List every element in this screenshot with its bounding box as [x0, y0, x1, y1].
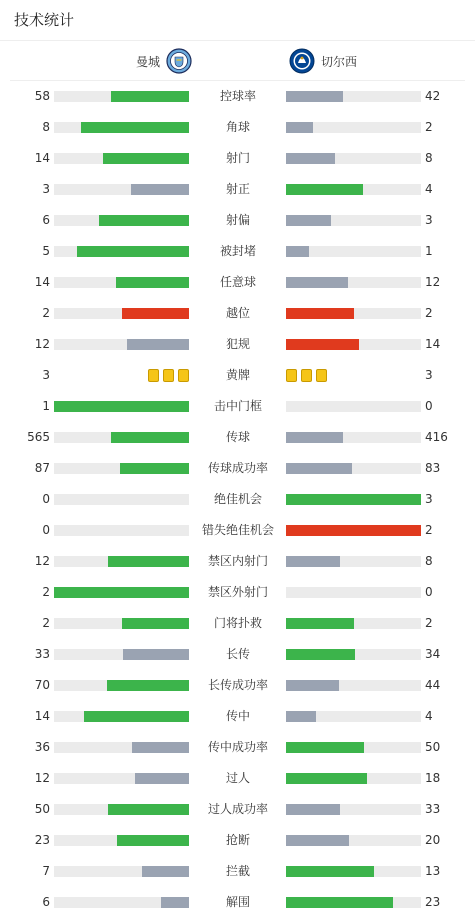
stat-row [0, 670, 475, 701]
away-value: 3 [425, 492, 433, 506]
stat-label: 过人成功率 [207, 802, 268, 816]
away-bar-fill [286, 277, 348, 288]
away-yellow-cards [286, 369, 327, 382]
stat-row [0, 825, 475, 856]
away-bar-track [286, 866, 421, 877]
home-bar-fill [142, 866, 189, 877]
stat-label: 控球率 [219, 89, 256, 103]
home-bar-track [54, 556, 189, 567]
away-bar-track [286, 525, 421, 536]
away-bar-track [286, 804, 421, 815]
away-value: 42 [425, 89, 441, 103]
away-bar-track [286, 835, 421, 846]
chelsea-crest-icon [289, 48, 315, 74]
home-bar-track [54, 773, 189, 784]
away-value: 3 [425, 213, 433, 227]
home-bar-fill [117, 835, 189, 846]
home-bar-track [54, 742, 189, 753]
away-value: 12 [425, 275, 441, 289]
away-bar-fill [286, 742, 364, 753]
stat-label: 射门 [225, 151, 250, 165]
home-value: 50 [34, 802, 50, 816]
away-bar-fill [286, 618, 354, 629]
home-bar-fill [54, 587, 189, 598]
yellow-card-icon [286, 369, 297, 382]
stat-label: 射偏 [225, 213, 250, 227]
home-bar-track [54, 401, 189, 412]
stat-row [0, 205, 475, 236]
stat-label: 被封堵 [219, 244, 256, 258]
away-team [289, 46, 475, 76]
stat-row [0, 763, 475, 794]
away-bar-track [286, 215, 421, 226]
away-bar-fill [286, 246, 309, 257]
home-value: 33 [34, 647, 50, 661]
away-bar-track [286, 339, 421, 350]
stat-label: 任意球 [219, 275, 256, 289]
stat-label: 过人 [225, 771, 250, 785]
home-bar-fill [131, 184, 189, 195]
stat-row [0, 143, 475, 174]
stat-row [0, 112, 475, 143]
home-bar-fill [132, 742, 189, 753]
away-value: 8 [425, 554, 433, 568]
stats-table [0, 81, 475, 918]
away-bar-track [286, 401, 421, 412]
yellow-card-icon [178, 369, 189, 382]
away-value: 83 [425, 461, 441, 475]
stat-label: 击中门框 [213, 399, 262, 413]
home-bar-fill [84, 711, 189, 722]
away-bar-fill [286, 835, 349, 846]
away-value: 8 [425, 151, 433, 165]
home-value: 87 [34, 461, 50, 475]
home-bar-fill [54, 401, 189, 412]
away-value: 0 [425, 585, 433, 599]
home-bar-track [54, 184, 189, 195]
home-yellow-cards [148, 369, 189, 382]
away-value: 3 [425, 368, 433, 382]
away-bar-track [286, 649, 421, 660]
home-bar-fill [161, 897, 189, 908]
yellow-card-icon [148, 369, 159, 382]
yellow-card-icon [163, 369, 174, 382]
stat-row [0, 298, 475, 329]
stat-label: 解围 [225, 895, 250, 909]
home-bar-fill [135, 773, 189, 784]
stat-row [0, 484, 475, 515]
home-value: 70 [34, 678, 50, 692]
home-value: 1 [42, 399, 50, 413]
home-value: 565 [27, 430, 50, 444]
stat-row [0, 701, 475, 732]
home-bar-track [54, 866, 189, 877]
away-bar-track [286, 246, 421, 257]
stat-row [0, 856, 475, 887]
away-bar-track [286, 742, 421, 753]
stat-label: 传中成功率 [207, 740, 268, 754]
away-bar-fill [286, 463, 352, 474]
stat-row [0, 360, 475, 391]
away-team-name: 切尔西 [321, 54, 358, 69]
home-bar-track [54, 587, 189, 598]
stat-label: 门将扑救 [213, 616, 262, 630]
home-bar-fill [123, 649, 189, 660]
home-bar-fill [107, 680, 189, 691]
away-value: 4 [425, 709, 433, 723]
home-value: 58 [34, 89, 50, 103]
home-value: 12 [34, 554, 50, 568]
home-team [0, 46, 192, 76]
stat-label: 越位 [225, 306, 250, 320]
home-bar-track [54, 494, 189, 505]
away-value: 18 [425, 771, 441, 785]
away-value: 50 [425, 740, 441, 754]
home-bar-fill [120, 463, 189, 474]
away-value: 2 [425, 120, 433, 134]
home-team-name: 曼城 [135, 54, 160, 69]
home-value: 7 [42, 864, 50, 878]
away-bar-fill [286, 339, 359, 350]
away-bar-fill [286, 804, 340, 815]
away-bar-track [286, 618, 421, 629]
man-city-crest-icon [166, 48, 192, 74]
away-bar-fill [286, 773, 367, 784]
home-bar-track [54, 91, 189, 102]
home-bar-track [54, 680, 189, 691]
away-value: 14 [425, 337, 441, 351]
away-value: 2 [425, 616, 433, 630]
home-value: 0 [42, 492, 50, 506]
stat-label: 错失绝佳机会 [201, 523, 274, 537]
home-value: 14 [34, 275, 50, 289]
stat-row [0, 453, 475, 484]
stat-label: 犯规 [225, 337, 250, 351]
home-bar-track [54, 339, 189, 350]
home-bar-fill [103, 153, 189, 164]
home-value: 3 [42, 368, 50, 382]
home-bar-fill [81, 122, 189, 133]
stat-row [0, 732, 475, 763]
home-bar-track [54, 215, 189, 226]
home-value: 6 [42, 213, 50, 227]
away-bar-track [286, 494, 421, 505]
away-bar-fill [286, 897, 393, 908]
away-bar-track [286, 680, 421, 691]
away-bar-track [286, 184, 421, 195]
home-value: 14 [34, 709, 50, 723]
stat-row [0, 422, 475, 453]
stat-row [0, 887, 475, 918]
header-divider [0, 40, 475, 41]
stat-label: 长传成功率 [207, 678, 268, 692]
stat-row [0, 329, 475, 360]
yellow-card-icon [316, 369, 327, 382]
away-bar-track [286, 122, 421, 133]
stat-label: 拦截 [225, 864, 250, 878]
home-bar-track [54, 804, 189, 815]
home-value: 14 [34, 151, 50, 165]
away-value: 20 [425, 833, 441, 847]
home-value: 2 [42, 585, 50, 599]
home-bar-track [54, 525, 189, 536]
stat-label: 禁区外射门 [207, 585, 268, 599]
away-bar-track [286, 308, 421, 319]
home-bar-track [54, 432, 189, 443]
stat-label: 角球 [225, 120, 250, 134]
stat-label: 传球成功率 [207, 461, 268, 475]
home-bar-fill [77, 246, 189, 257]
away-value: 34 [425, 647, 441, 661]
stat-row [0, 577, 475, 608]
home-value: 3 [42, 182, 50, 196]
home-value: 5 [42, 244, 50, 258]
home-bar-fill [108, 556, 189, 567]
home-bar-track [54, 463, 189, 474]
home-bar-track [54, 246, 189, 257]
stat-row [0, 81, 475, 112]
away-bar-track [286, 277, 421, 288]
yellow-card-icon [301, 369, 312, 382]
stat-row [0, 515, 475, 546]
away-bar-track [286, 463, 421, 474]
away-bar-track [286, 91, 421, 102]
away-bar-fill [286, 184, 363, 195]
away-value: 33 [425, 802, 441, 816]
stat-row [0, 391, 475, 422]
away-bar-fill [286, 525, 421, 536]
home-bar-fill [108, 804, 189, 815]
away-value: 1 [425, 244, 433, 258]
home-bar-track [54, 153, 189, 164]
stat-label: 长传 [225, 647, 250, 661]
away-bar-track [286, 897, 421, 908]
stat-label: 抢断 [225, 833, 250, 847]
home-bar-track [54, 649, 189, 660]
away-value: 4 [425, 182, 433, 196]
away-bar-track [286, 556, 421, 567]
home-value: 12 [34, 771, 50, 785]
home-bar-fill [116, 277, 189, 288]
stat-row [0, 174, 475, 205]
stat-row [0, 546, 475, 577]
home-value: 2 [42, 306, 50, 320]
stat-row [0, 794, 475, 825]
away-bar-fill [286, 432, 343, 443]
away-bar-fill [286, 153, 335, 164]
stat-row [0, 608, 475, 639]
stat-label: 绝佳机会 [213, 492, 262, 506]
home-bar-fill [99, 215, 189, 226]
home-bar-fill [122, 618, 190, 629]
stat-label: 传中 [225, 709, 250, 723]
away-bar-fill [286, 866, 374, 877]
home-value: 23 [34, 833, 50, 847]
away-value: 44 [425, 678, 441, 692]
away-value: 23 [425, 895, 441, 909]
home-bar-track [54, 618, 189, 629]
home-bar-track [54, 277, 189, 288]
stat-row [0, 267, 475, 298]
away-bar-fill [286, 122, 313, 133]
away-bar-fill [286, 556, 340, 567]
away-bar-fill [286, 308, 354, 319]
away-value: 416 [425, 430, 448, 444]
away-bar-track [286, 711, 421, 722]
home-value: 36 [34, 740, 50, 754]
away-value: 0 [425, 399, 433, 413]
home-bar-fill [111, 91, 189, 102]
away-bar-track [286, 773, 421, 784]
away-value: 2 [425, 306, 433, 320]
away-bar-track [286, 153, 421, 164]
away-value: 2 [425, 523, 433, 537]
stat-row [0, 639, 475, 670]
home-value: 12 [34, 337, 50, 351]
stat-label: 射正 [225, 182, 250, 196]
away-bar-fill [286, 680, 339, 691]
stat-label: 禁区内射门 [207, 554, 268, 568]
home-bar-track [54, 897, 189, 908]
home-bar-fill [122, 308, 190, 319]
home-value: 2 [42, 616, 50, 630]
stat-row [0, 236, 475, 267]
stat-label: 黄牌 [225, 368, 250, 382]
home-bar-track [54, 835, 189, 846]
home-bar-fill [111, 432, 189, 443]
away-value: 13 [425, 864, 441, 878]
home-bar-track [54, 122, 189, 133]
away-bar-fill [286, 215, 331, 226]
away-bar-fill [286, 494, 421, 505]
page-title: 技术统计 [14, 11, 75, 29]
home-value: 0 [42, 523, 50, 537]
stat-label: 传球 [225, 430, 250, 444]
away-bar-fill [286, 649, 355, 660]
home-bar-track [54, 711, 189, 722]
home-value: 8 [42, 120, 50, 134]
away-bar-track [286, 587, 421, 598]
home-bar-fill [127, 339, 189, 350]
home-value: 6 [42, 895, 50, 909]
away-bar-fill [286, 711, 316, 722]
home-bar-track [54, 308, 189, 319]
away-bar-track [286, 432, 421, 443]
away-bar-fill [286, 91, 343, 102]
